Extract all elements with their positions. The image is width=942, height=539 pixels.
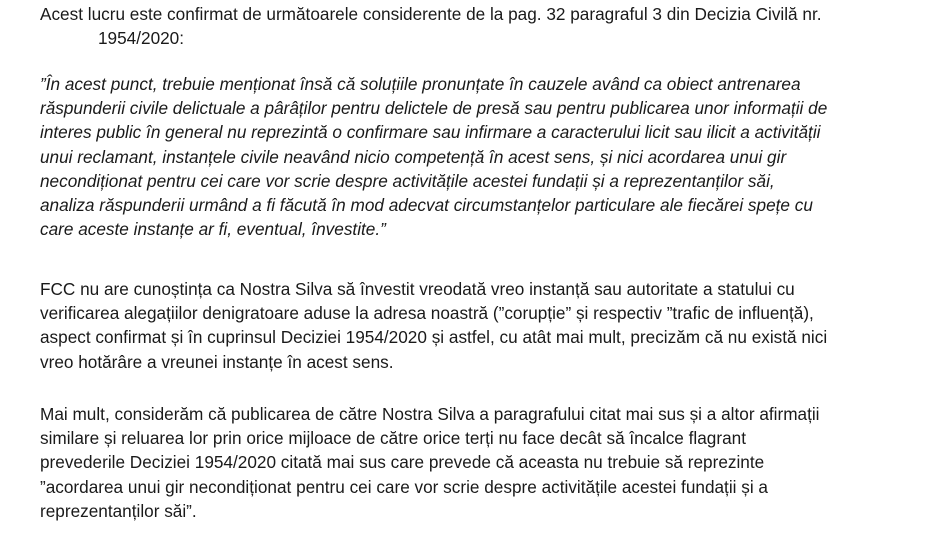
text-line: ”În acest punct, trebuie menționat însă că soluțiile pronunțate în cauzele având ca obiect antrenarea [40,74,801,94]
text-line: vreo hotărâre a vreunei instanțe în acest sens. [40,351,394,372]
text-line: 1954/2020: [98,28,185,49]
text-line: similare și reluarea lor prin orice mijloace de către orice terți nu face decât să încalce flagrant [40,428,746,449]
text-line: reprezentanților săi”. [40,500,197,521]
text-line: FCC nu are cunoștința ca Nostra Silva să învestit vreodată vreo instanță sau autoritate a statului cu [40,279,795,299]
text-line: răspunderii civile delictuale a pârâților pentru delictele de presă sau pentru publicarea unor informații de [40,98,828,119]
text-line: necondiționat pentru cei care vor scrie despre activitățile acestei fundații și a reprezentanților săi, [40,170,775,191]
text-line: analiza răspunderii urmând a fi făcută în mod adecvat circumstanțelor particulare ale fiecărei spețe cu [40,195,813,216]
text-line: aspect confirmat și în cuprinsul Deciziei 1954/2020 și astfel, cu atât mai mult, precizăm că nu există nici [40,327,828,348]
paragraph-intro [40,2,920,50]
text-line: Acest lucru este confirmat de următoarele considerente de la pag. 32 paragraful 3 din Decizia Civilă nr. [40,4,822,24]
text-line: verificarea alegațiilor denigratoare aduse la adresa noastră (”corupție” și respectiv ”trafic de influență), [40,303,814,324]
paragraph-fcc [40,277,920,374]
text-line: interes public în general nu reprezintă o confirmare sau infirmare a caracterului licit sau ilicit a activității [40,122,821,143]
text-line: unui reclamant, instanțele civile neavând nicio competență în acest sens, și nici acordarea unui gir [40,146,787,167]
text-line: care aceste instanțe ar fi, eventual, învestite.” [40,219,386,240]
text-line: Mai mult, considerăm că publicarea de către Nostra Silva a paragrafului citat mai sus și a altor afirmații [40,404,820,424]
paragraph-quote [40,72,920,241]
paragraph-conclusion [40,402,920,523]
text-line: ”acordarea unui gir necondiționat pentru cei care vor scrie despre activitățile acestei fundații și a [40,476,768,497]
text-line: prevederile Deciziei 1954/2020 citată mai sus care prevede că aceasta nu trebuie să reprezinte [40,452,765,473]
